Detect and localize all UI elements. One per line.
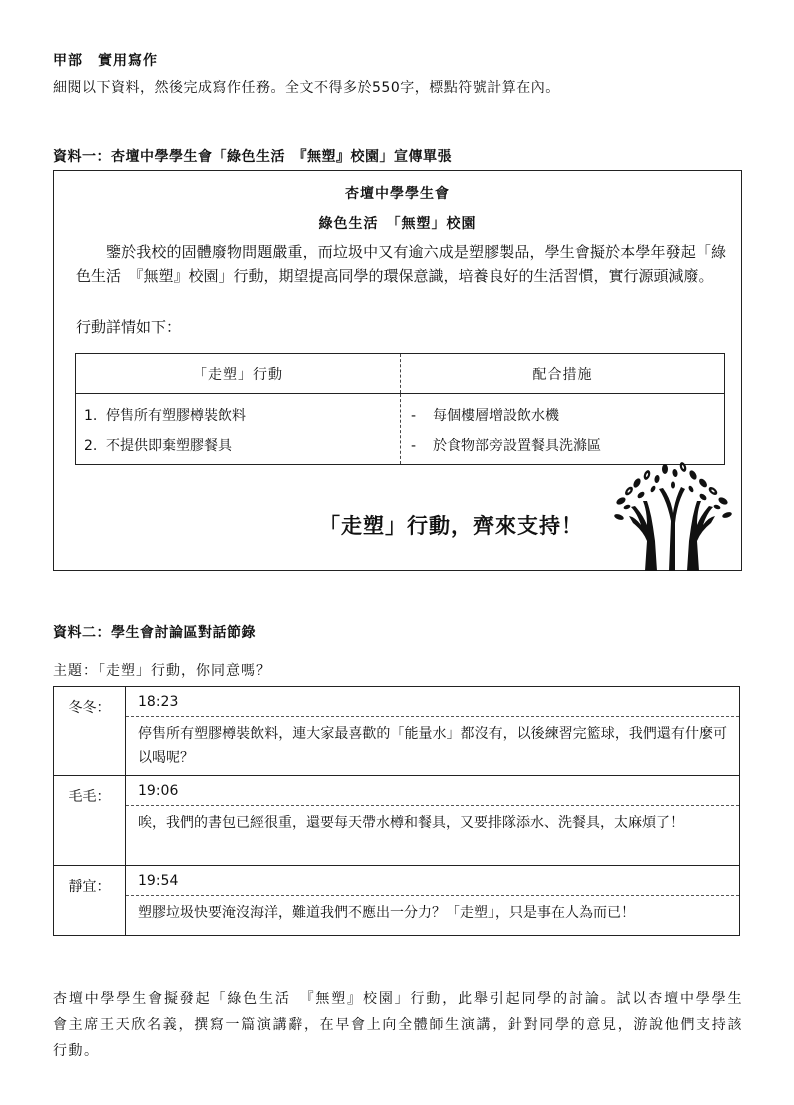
- measure-col-header: 配合措施: [401, 354, 725, 394]
- post-message: 塑膠垃圾快要淹沒海洋，難道我們不應出一分力？「走塑」，只是事在人為而已！: [138, 904, 635, 921]
- section-title: 甲部 實用寫作: [53, 53, 158, 69]
- measures-cell: [401, 394, 725, 465]
- post-time: 19:06: [126, 776, 739, 806]
- poster-name: 冬冬：: [54, 687, 126, 776]
- flyer-title-campaign: 綠色生活 「無塑」校園: [318, 216, 477, 232]
- slogan: 「走塑」行動，齊來支持！: [319, 514, 583, 538]
- actions-cell: [76, 394, 401, 465]
- measure-bullet: -: [411, 438, 417, 454]
- post-content: [126, 865, 740, 935]
- details-intro: 行動詳情如下：: [76, 318, 182, 336]
- tree-hands-icon: [607, 461, 737, 571]
- action-text: 不提供即棄塑膠餐具: [106, 438, 232, 454]
- table-row: [54, 865, 740, 935]
- flyer-paragraph: 鑒於我校的固體廢物問題嚴重，而垃圾中又有逾六成是塑膠製品，學生會擬於本學年發起「綠色生活 『無塑』校園」行動，期望提高同學的環保意識，培養良好的生活習慣，實行源頭減廢。: [76, 243, 726, 285]
- post-message: 唉，我們的書包已經很重，還要每天帶水樽和餐具，又要排隊添水、洗餐具，太麻煩了！: [138, 815, 684, 832]
- measure-text: 每個樓層增設飲水機: [433, 408, 559, 424]
- writing-task: 杏壇中學學生會擬發起「綠色生活 『無塑』校園」行動，此舉引起同學的討論。試以杏壇中學學生會主席王天欣名義，撰寫一篇演講辭，在早會上向全體師生演講，針對同學的意見，游說他們支持該行動。: [53, 991, 743, 1059]
- source2-heading: 資料二：學生會討論區對話節錄: [53, 625, 256, 641]
- table-row: [54, 687, 740, 776]
- measure-item: [401, 402, 724, 432]
- measure-bullet: -: [411, 408, 417, 424]
- flyer-title-org: 杏壇中學學生會: [345, 186, 450, 202]
- post-content: [126, 687, 740, 776]
- measure-text: 於食物部旁設置餐具洗滌區: [433, 438, 601, 454]
- post-content: [126, 776, 740, 865]
- measure-item: [401, 432, 724, 462]
- action-col-header: 「走塑」行動: [76, 354, 401, 394]
- instructions: 細閱以下資料，然後完成寫作任務。全文不得多於550字，標點符號計算在內。: [53, 80, 560, 96]
- table-row: [54, 776, 740, 865]
- action-item: [76, 432, 400, 462]
- post-message: 停售所有塑膠樽裝飲料，連大家最喜歡的「能量水」都沒有，以後練習完籃球，我們還有什麼可以喝呢？: [138, 726, 727, 766]
- action-table: [75, 353, 725, 465]
- discussion-topic: 主題：「走塑」行動，你同意嗎？: [53, 663, 271, 679]
- action-item: [76, 402, 400, 432]
- source1-heading: 資料一：杏壇中學學生會「綠色生活 『無塑』校園」宣傳單張: [53, 149, 452, 165]
- flyer: [53, 170, 742, 571]
- discussion-table: [53, 686, 740, 936]
- poster-name: 靜宜：: [54, 865, 126, 935]
- action-number: 2.: [84, 438, 98, 454]
- post-time: 19:54: [126, 866, 739, 896]
- poster-name: 毛毛：: [54, 776, 126, 865]
- action-number: 1.: [84, 408, 98, 424]
- action-text: 停售所有塑膠樽裝飲料: [106, 408, 246, 424]
- post-time: 18:23: [126, 687, 739, 717]
